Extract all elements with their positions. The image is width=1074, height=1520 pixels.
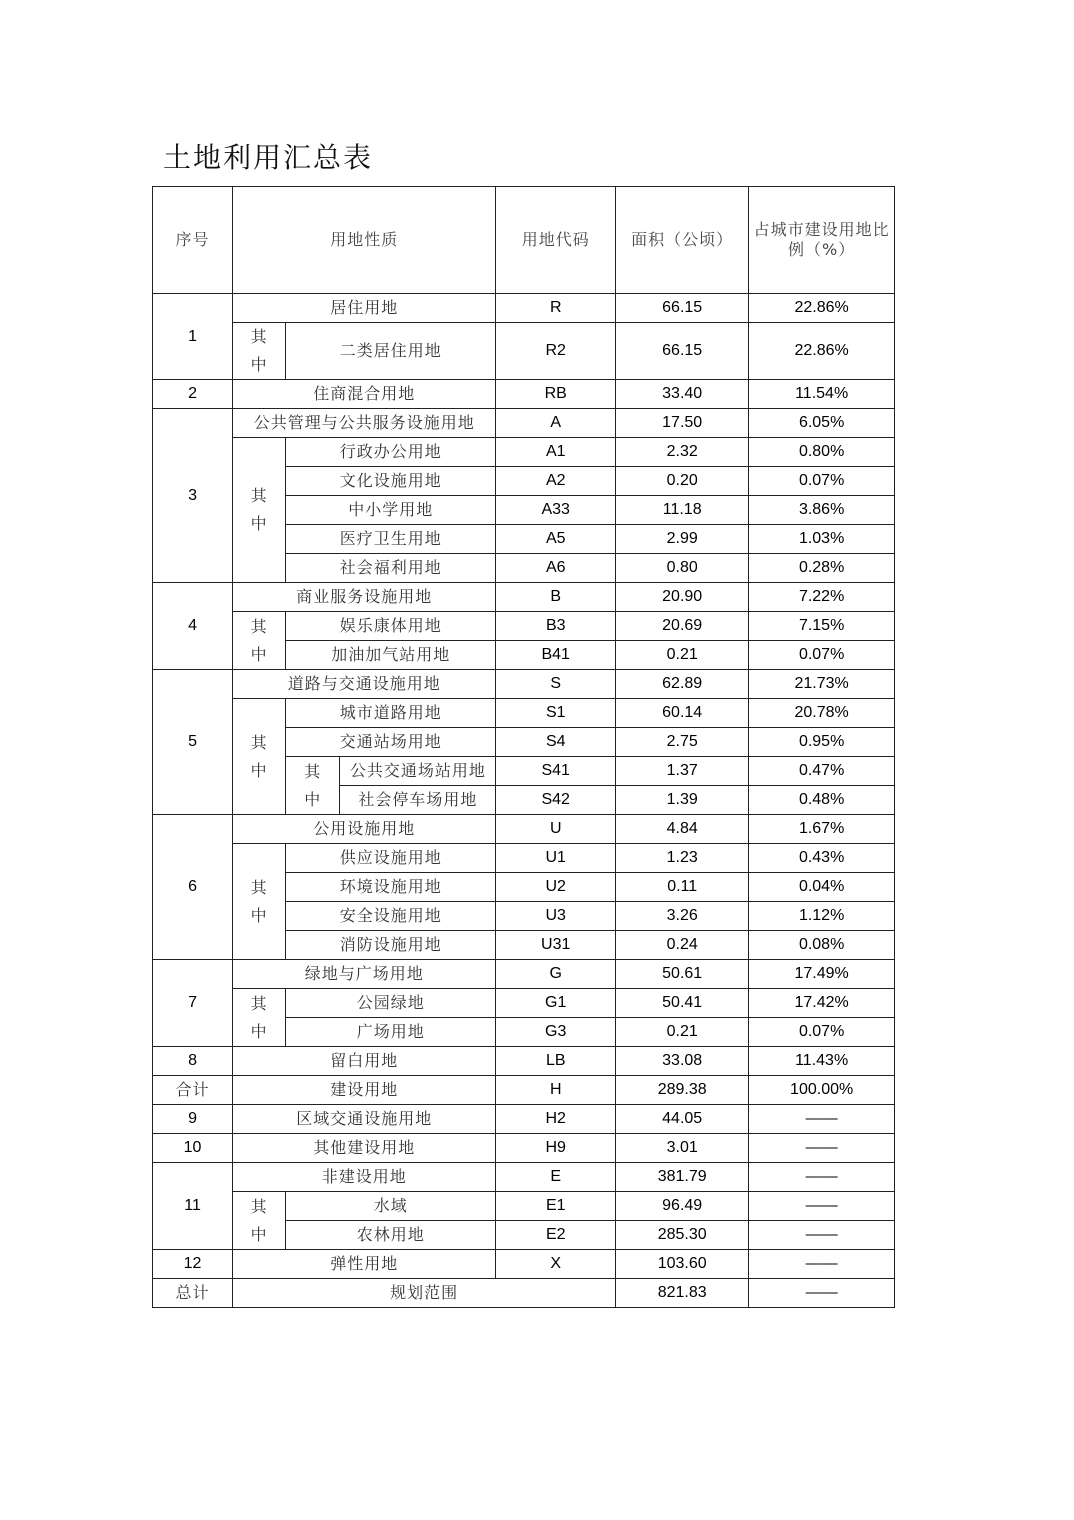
land-use-name: 中小学用地 xyxy=(286,496,496,525)
land-use-ratio: 21.73% xyxy=(749,670,895,699)
land-use-code: H9 xyxy=(496,1134,616,1163)
land-use-area: 2.32 xyxy=(616,438,749,467)
table-row xyxy=(153,1250,895,1279)
qizhong-label: 其 中 xyxy=(233,323,286,380)
qizhong-label: 其 中 xyxy=(233,1192,286,1250)
seq-cell: 8 xyxy=(153,1047,233,1076)
land-use-area: 3.26 xyxy=(616,902,749,931)
land-use-name: 商业服务设施用地 xyxy=(233,583,496,612)
land-use-ratio: 1.03% xyxy=(749,525,895,554)
land-use-name: 医疗卫生用地 xyxy=(286,525,496,554)
land-use-area: 2.75 xyxy=(616,728,749,757)
seq-cell: 2 xyxy=(153,380,233,409)
land-use-code: LB xyxy=(496,1047,616,1076)
land-use-name: 交通站场用地 xyxy=(286,728,496,757)
land-use-area: 1.39 xyxy=(616,786,749,815)
land-use-name: 农林用地 xyxy=(286,1221,496,1250)
land-use-ratio: 0.07% xyxy=(749,641,895,670)
land-use-ratio: 17.49% xyxy=(749,960,895,989)
qizhong-label: 其 中 xyxy=(233,699,286,815)
land-use-name: 环境设施用地 xyxy=(286,873,496,902)
land-use-ratio: 0.28% xyxy=(749,554,895,583)
land-use-name: 住商混合用地 xyxy=(233,380,496,409)
land-use-code: B xyxy=(496,583,616,612)
land-use-name: 加油加气站用地 xyxy=(286,641,496,670)
land-use-area: 0.11 xyxy=(616,873,749,902)
land-use-name: 弹性用地 xyxy=(233,1250,496,1279)
land-use-code: R xyxy=(496,294,616,323)
land-use-code: A5 xyxy=(496,525,616,554)
seq-cell: 11 xyxy=(153,1163,233,1250)
land-use-name: 区域交通设施用地 xyxy=(233,1105,496,1134)
land-use-name: 留白用地 xyxy=(233,1047,496,1076)
land-use-ratio: 7.15% xyxy=(749,612,895,641)
land-use-area: 2.99 xyxy=(616,525,749,554)
land-use-name: 安全设施用地 xyxy=(286,902,496,931)
land-use-area: 50.61 xyxy=(616,960,749,989)
land-use-code: U2 xyxy=(496,873,616,902)
land-use-ratio: 22.86% xyxy=(749,323,895,380)
land-use-name: 城市道路用地 xyxy=(286,699,496,728)
land-use-code: A1 xyxy=(496,438,616,467)
land-use-ratio: —— xyxy=(749,1192,895,1221)
land-use-code: U1 xyxy=(496,844,616,873)
table-row xyxy=(153,380,895,409)
land-use-code: G1 xyxy=(496,989,616,1018)
land-use-code: A xyxy=(496,409,616,438)
table-row xyxy=(153,1134,895,1163)
land-use-area: 0.24 xyxy=(616,931,749,960)
land-use-ratio: 0.80% xyxy=(749,438,895,467)
land-use-code: A6 xyxy=(496,554,616,583)
land-use-code: X xyxy=(496,1250,616,1279)
land-use-code: S41 xyxy=(496,757,616,786)
land-use-area: 4.84 xyxy=(616,815,749,844)
table-row xyxy=(153,1047,895,1076)
land-use-name: 建设用地 xyxy=(233,1076,496,1105)
land-use-code: S42 xyxy=(496,786,616,815)
land-use-area: 0.21 xyxy=(616,1018,749,1047)
land-use-name: 文化设施用地 xyxy=(286,467,496,496)
land-use-area: 33.08 xyxy=(616,1047,749,1076)
land-use-area: 1.23 xyxy=(616,844,749,873)
land-use-code: A2 xyxy=(496,467,616,496)
land-use-area: 60.14 xyxy=(616,699,749,728)
land-use-name: 二类居住用地 xyxy=(286,323,496,380)
seq-cell: 9 xyxy=(153,1105,233,1134)
seq-cell: 合计 xyxy=(153,1076,233,1105)
table-row xyxy=(153,1105,895,1134)
land-use-ratio: —— xyxy=(749,1134,895,1163)
land-use-area: 17.50 xyxy=(616,409,749,438)
table-row xyxy=(153,323,895,380)
land-use-area: 0.80 xyxy=(616,554,749,583)
land-use-name: 非建设用地 xyxy=(233,1163,496,1192)
land-use-area: 289.38 xyxy=(616,1076,749,1105)
land-use-ratio: 17.42% xyxy=(749,989,895,1018)
qizhong-label: 其 中 xyxy=(233,989,286,1047)
land-use-name: 道路与交通设施用地 xyxy=(233,670,496,699)
land-use-ratio: 0.95% xyxy=(749,728,895,757)
table-row xyxy=(153,612,895,641)
land-use-area: 62.89 xyxy=(616,670,749,699)
land-use-area: 20.90 xyxy=(616,583,749,612)
land-use-area: 1.37 xyxy=(616,757,749,786)
land-use-code: H2 xyxy=(496,1105,616,1134)
land-use-ratio: 7.22% xyxy=(749,583,895,612)
seq-cell: 3 xyxy=(153,409,233,583)
seq-cell: 12 xyxy=(153,1250,233,1279)
subtotal-row xyxy=(153,1076,895,1105)
land-use-ratio: 0.08% xyxy=(749,931,895,960)
table-row xyxy=(153,960,895,989)
seq-cell: 10 xyxy=(153,1134,233,1163)
qizhong-label: 其 中 xyxy=(286,757,340,815)
land-use-name: 娱乐康体用地 xyxy=(286,612,496,641)
land-use-ratio: 100.00% xyxy=(749,1076,895,1105)
land-use-name: 居住用地 xyxy=(233,294,496,323)
land-use-area: 381.79 xyxy=(616,1163,749,1192)
land-use-area: 33.40 xyxy=(616,380,749,409)
table-row xyxy=(153,409,895,438)
land-use-ratio: 1.12% xyxy=(749,902,895,931)
land-use-area: 285.30 xyxy=(616,1221,749,1250)
land-use-ratio: —— xyxy=(749,1221,895,1250)
land-use-area: 44.05 xyxy=(616,1105,749,1134)
land-use-name: 行政办公用地 xyxy=(286,438,496,467)
land-use-name: 绿地与广场用地 xyxy=(233,960,496,989)
seq-cell: 6 xyxy=(153,815,233,960)
land-use-ratio: 11.43% xyxy=(749,1047,895,1076)
page-title: 土地利用汇总表 xyxy=(163,141,374,174)
land-use-code: G3 xyxy=(496,1018,616,1047)
land-use-ratio: 3.86% xyxy=(749,496,895,525)
table-row xyxy=(153,294,895,323)
land-use-name: 规划范围 xyxy=(233,1279,616,1308)
land-use-name: 社会停车场用地 xyxy=(340,786,496,815)
seq-cell: 7 xyxy=(153,960,233,1047)
land-use-name: 公共交通场站用地 xyxy=(340,757,496,786)
table-row xyxy=(153,989,895,1018)
land-use-ratio: 0.07% xyxy=(749,1018,895,1047)
land-use-name: 公共管理与公共服务设施用地 xyxy=(233,409,496,438)
header-area: 面积（公顷） xyxy=(616,187,749,294)
land-use-ratio: 6.05% xyxy=(749,409,895,438)
land-use-area: 66.15 xyxy=(616,323,749,380)
land-use-code: G xyxy=(496,960,616,989)
table-row xyxy=(153,438,895,467)
land-use-ratio: —— xyxy=(749,1279,895,1308)
land-use-ratio: 22.86% xyxy=(749,294,895,323)
table-row xyxy=(153,583,895,612)
land-use-code: RB xyxy=(496,380,616,409)
land-use-code: S xyxy=(496,670,616,699)
table-row xyxy=(153,815,895,844)
land-use-area: 821.83 xyxy=(616,1279,749,1308)
qizhong-label: 其 中 xyxy=(233,612,286,670)
land-use-ratio: 0.04% xyxy=(749,873,895,902)
land-use-name: 社会福利用地 xyxy=(286,554,496,583)
land-use-code: R2 xyxy=(496,323,616,380)
total-row xyxy=(153,1279,895,1308)
land-use-code: H xyxy=(496,1076,616,1105)
land-use-ratio: —— xyxy=(749,1105,895,1134)
land-use-area: 103.60 xyxy=(616,1250,749,1279)
land-use-name: 公园绿地 xyxy=(286,989,496,1018)
land-use-ratio: —— xyxy=(749,1163,895,1192)
land-use-code: S4 xyxy=(496,728,616,757)
land-use-area: 66.15 xyxy=(616,294,749,323)
land-use-code: S1 xyxy=(496,699,616,728)
seq-cell: 5 xyxy=(153,670,233,815)
seq-cell: 4 xyxy=(153,583,233,670)
land-use-code: B41 xyxy=(496,641,616,670)
land-use-ratio: 0.43% xyxy=(749,844,895,873)
land-use-area: 0.21 xyxy=(616,641,749,670)
header-seq: 序号 xyxy=(153,187,233,294)
land-use-area: 50.41 xyxy=(616,989,749,1018)
header-ratio: 占城市建设用地比例（%） xyxy=(749,187,895,294)
land-use-ratio: 0.47% xyxy=(749,757,895,786)
land-use-code: B3 xyxy=(496,612,616,641)
land-use-code: U31 xyxy=(496,931,616,960)
land-use-ratio: 0.48% xyxy=(749,786,895,815)
land-use-name: 水域 xyxy=(286,1192,496,1221)
land-use-area: 96.49 xyxy=(616,1192,749,1221)
land-use-ratio: 0.07% xyxy=(749,467,895,496)
land-use-name: 消防设施用地 xyxy=(286,931,496,960)
header-code: 用地代码 xyxy=(496,187,616,294)
land-use-area: 3.01 xyxy=(616,1134,749,1163)
land-use-code: U3 xyxy=(496,902,616,931)
land-use-ratio: —— xyxy=(749,1250,895,1279)
land-use-ratio: 11.54% xyxy=(749,380,895,409)
table-row xyxy=(153,670,895,699)
land-use-area: 20.69 xyxy=(616,612,749,641)
land-use-name: 其他建设用地 xyxy=(233,1134,496,1163)
table-row xyxy=(153,1192,895,1221)
land-use-code: E1 xyxy=(496,1192,616,1221)
land-use-code: E xyxy=(496,1163,616,1192)
land-use-name: 供应设施用地 xyxy=(286,844,496,873)
land-use-ratio: 1.67% xyxy=(749,815,895,844)
land-use-table xyxy=(152,186,895,1308)
land-use-code: U xyxy=(496,815,616,844)
land-use-name: 广场用地 xyxy=(286,1018,496,1047)
land-use-code: A33 xyxy=(496,496,616,525)
qizhong-label: 其 中 xyxy=(233,438,286,583)
table-row xyxy=(153,699,895,728)
land-use-code: E2 xyxy=(496,1221,616,1250)
table-row xyxy=(153,1163,895,1192)
seq-cell: 1 xyxy=(153,294,233,380)
land-use-area: 11.18 xyxy=(616,496,749,525)
land-use-area: 0.20 xyxy=(616,467,749,496)
qizhong-label: 其 中 xyxy=(233,844,286,960)
header-nature: 用地性质 xyxy=(233,187,496,294)
land-use-ratio: 20.78% xyxy=(749,699,895,728)
table-header-row xyxy=(153,187,895,294)
table-row xyxy=(153,844,895,873)
land-use-name: 公用设施用地 xyxy=(233,815,496,844)
seq-cell: 总计 xyxy=(153,1279,233,1308)
